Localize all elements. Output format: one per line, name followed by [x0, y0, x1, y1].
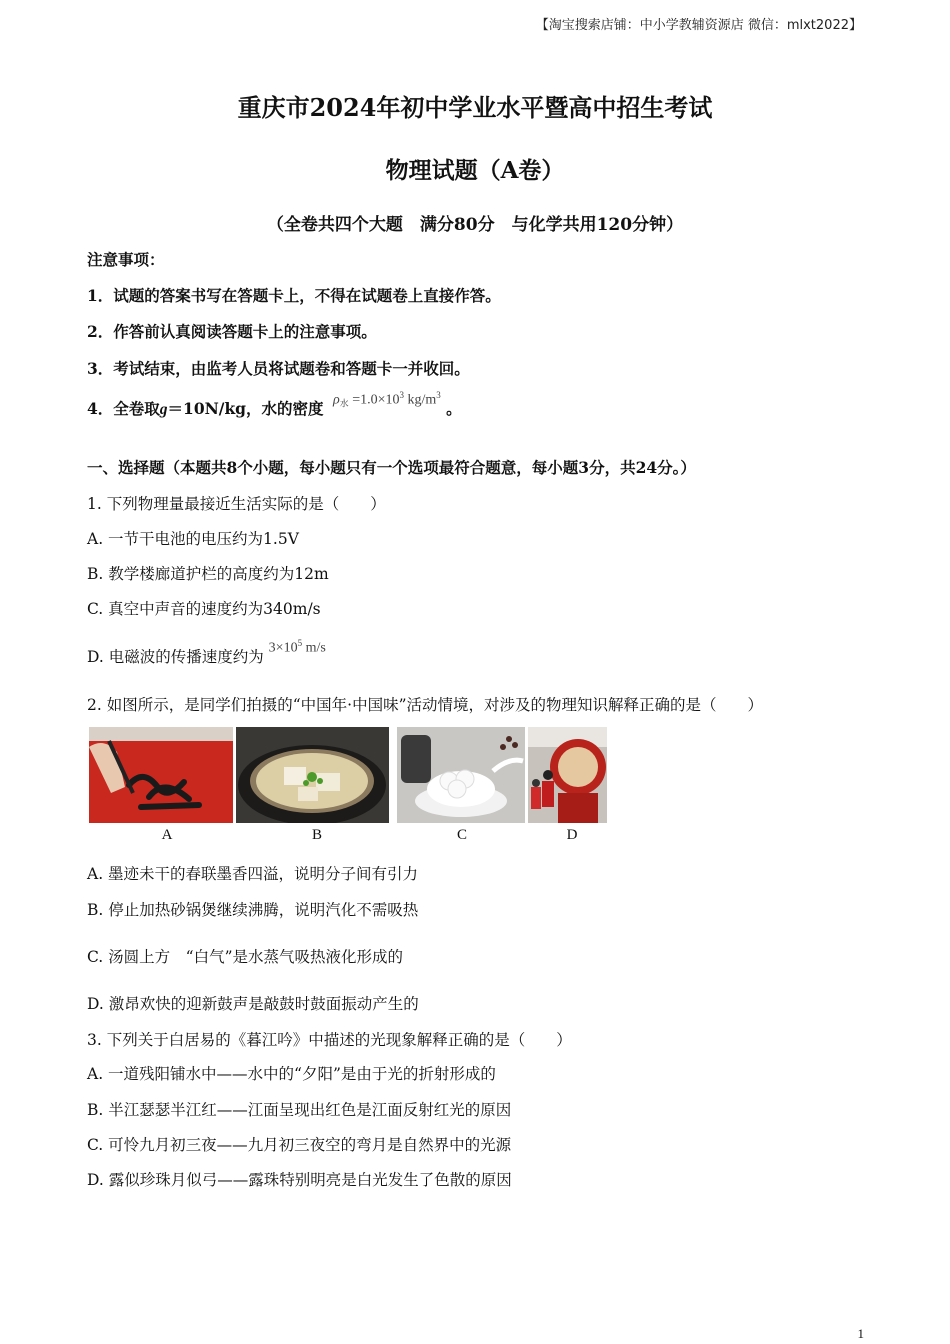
clay-pot-image — [236, 727, 389, 823]
notice-item-2: 2．作答前认真阅读答题卡上的注意事项。 — [87, 322, 377, 341]
notice-item-4 — [87, 390, 462, 420]
photo-calligraphy — [89, 727, 233, 823]
speed-exponent: 5 — [297, 638, 303, 649]
density-unit: kg/m — [407, 393, 437, 408]
rho-subscript: 水 — [339, 399, 349, 409]
tangyuan-image — [397, 727, 525, 823]
q3-option-c: C. 可怜九月初三夜——九月初三夜空的弯月是自然界中的光源 — [87, 1136, 512, 1154]
q3-option-d: D. 露似珍珠月似弓——露珠特别明亮是白光发生了色散的原因 — [87, 1171, 512, 1189]
q1-option-d-text: D. 电磁波的传播速度约为 — [87, 648, 264, 666]
calligraphy-image — [89, 727, 233, 823]
watermark-text: 【淘宝搜索店铺：中小学教辅资源店 微信：mlxt2022】 — [535, 18, 862, 33]
q2-stem: 2. 如图所示，是同学们拍摄的“中国年·中国味”活动情境，对涉及的物理知识解释正确的是（ ） — [87, 696, 763, 714]
exam-subtitle: 物理试题（A卷） — [385, 157, 565, 184]
notice-item-3: 3．考试结束，由监考人员将试题卷和答题卡一并收回。 — [87, 359, 470, 378]
q2-option-b: B. 停止加热砂锅煲继续沸腾，说明汽化不需吸热 — [87, 901, 419, 919]
q3-stem: 3. 下列关于白居易的《暮江吟》中描述的光现象解释正确的是（ ） — [87, 1031, 572, 1049]
q1-stem: 1. 下列物理量最接近生活实际的是（ ） — [87, 495, 386, 513]
photo-tangyuan — [397, 727, 525, 823]
speed-value: 3×10 — [268, 641, 298, 656]
exam-info: （全卷共四个大题 满分80分 与化学共用120分钟） — [266, 215, 684, 235]
q1-option-b: B. 教学楼廊道护栏的高度约为12m — [87, 565, 329, 583]
page-number: 1 — [857, 1326, 864, 1341]
density-value: =1.0×10 — [352, 393, 400, 408]
gravity-symbol: g — [159, 401, 168, 418]
notice-item-1: 1．试题的答案书写在答题卡上，不得在试题卷上直接作答。 — [87, 286, 501, 305]
q2-option-c: C. 汤圆上方 “白气”是水蒸气吸热液化形成的 — [87, 948, 404, 966]
q2-option-a: A. 墨迹未干的春联墨香四溢，说明分子间有引力 — [87, 865, 419, 883]
notice-item-4-prefix: 4．全卷取 — [87, 399, 160, 418]
caption-b: B — [311, 827, 322, 843]
photo-clay-pot — [236, 727, 389, 823]
rho-symbol: ρ — [332, 393, 340, 408]
notice-item-4-end: 。 — [446, 399, 462, 418]
caption-d: D — [566, 827, 578, 843]
q1-option-c: C. 真空中声音的速度约为340m/s — [87, 600, 321, 618]
photo-drum — [528, 727, 607, 823]
notice-heading: 注意事项： — [87, 250, 165, 269]
section-1-heading: 一、选择题（本题共8个小题，每小题只有一个选项最符合题意，每小题3分，共24分。） — [87, 458, 696, 477]
notice-item-4-mid: ＝10N/kg，水的密度 — [167, 399, 324, 418]
density-exponent: 3 — [399, 390, 404, 401]
q1-option-a: A. 一节干电池的电压约为1.5V — [87, 530, 299, 548]
q3-option-b: B. 半江瑟瑟半江红——江面呈现出红色是江面反射红光的原因 — [87, 1101, 512, 1119]
speed-unit: m/s — [305, 641, 326, 656]
em-wave-speed-formula — [269, 638, 326, 657]
caption-c: C — [456, 827, 467, 843]
exam-title: 重庆市2024年初中学业水平暨高中招生考试 — [237, 93, 713, 122]
water-density-formula — [333, 390, 441, 410]
caption-a: A — [161, 827, 173, 843]
q3-option-a: A. 一道残阳铺水中——水中的“夕阳”是由于光的折射形成的 — [87, 1065, 496, 1083]
drum-image — [528, 727, 607, 823]
q2-option-d: D. 激昂欢快的迎新鼓声是敲鼓时鼓面振动产生的 — [87, 995, 419, 1013]
density-unit-exponent: 3 — [436, 390, 441, 401]
q1-option-d — [87, 638, 326, 667]
